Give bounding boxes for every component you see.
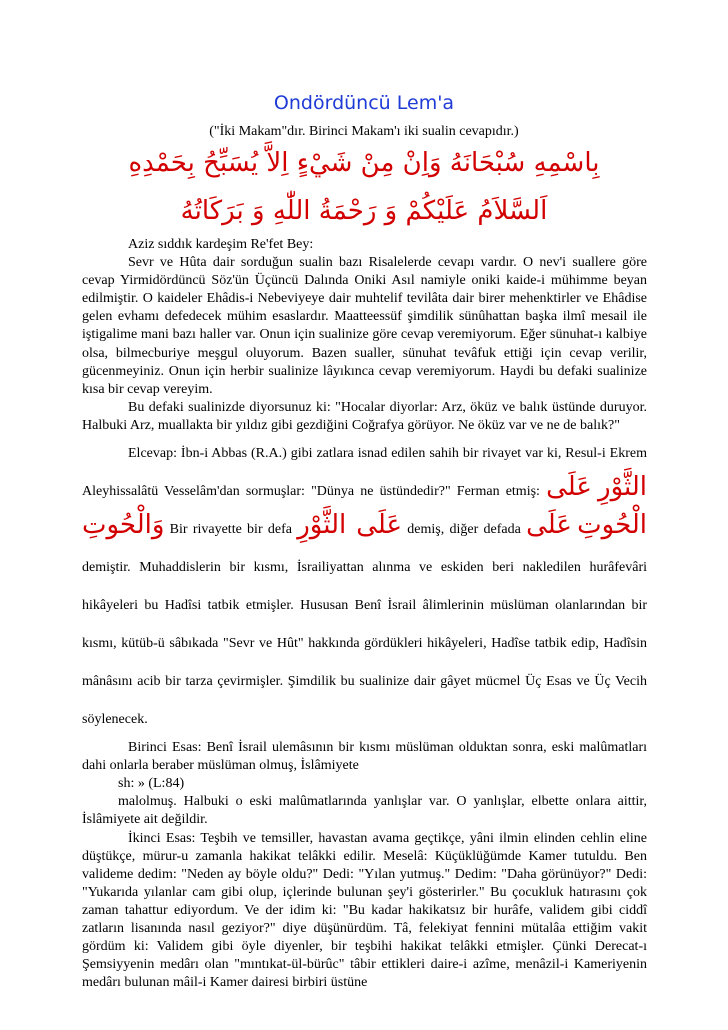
- arabic-hut: الْحُوتِ: [577, 510, 648, 541]
- paragraph-greeting: Aziz sıddık kardeşim Re'fet Bey:: [128, 237, 314, 252]
- answer-text-rest: demiştir. Muhaddislerin bir kısmı, İsrailiyattan alınma ve eskiden beri nakledilen hurâfevâri hikâyeleri bu Hadîsi tatbik etmişler. Hususan Benî İsrail âlimlerinin müslüman olanlarından bir kısmı, kütüb-ü sâbıkada "Sevr ve Hût" hakkında gördükleri hikâyeleri, Hadîse tatbik edip, Hadîsin mânâsını acib bir tarza çevirmişler. Şimdilik bu sualinize dair gâyet mücmel Üç Esas ve Üç Vecih söylenecek.: [82, 560, 647, 728]
- paragraph-second-principle: İkinci Esas: Teşbih ve temsiller, havastan avama geçtikçe, yâni ilmin elinden cehlin eline düştükçe, mürur-u zamanla hakikat telâkki edilir. Meselâ: Küçüklüğümde Kamer tutuldu. Ben valideme dedim: "Neden ay böyle oldu?" Dedi: "Yılan yutmuş." Dedim: "Daha görünüyor?" Dedi: "Yukarıda yılanlar cam gibi olup, içlerinde bulunan şey'i gösterirler." Bu çocukluk hatırasını çok zaman tahattur ediyordum. Ve der idim ki: "Bu kadar hakikatsız bir hurâfe, validem gibi ciddî zatların lisanında nasıl geziyor?" diye düşünürdüm. Tâ, felekiyat fennini mütalâa ettiğim vakit gördüm ki: Validem gibi öyle diyenler, bir teşbihi hakikat telâkki etmişler. Çünki Derecat-ı Şemsiyyenin medârı olan "mıntıkat-ül-bürûc" tâbir ettikleri daire-i azîme, menâzil-i Kameriyenin medârı bulunan mâil-i Kamer dairesi birbiri üstüne: [82, 830, 647, 991]
- arabic-ala-sevr: عَلَى الثَّوْرِ: [297, 510, 403, 541]
- page-title: Ondördüncü Lem'a: [273, 92, 455, 114]
- arabic-ala: عَلَى: [546, 472, 592, 503]
- paragraph-first-principle: Birinci Esas: Benî İsrail ulemâsının bir kısmı müslüman olduktan sonra, eski malûmatları dahi onlarla beraber müslüman olmuş, İslâmiyete: [82, 740, 647, 774]
- arabic-sevr-hut: الثَّوْرِ وَالْحُوتِ: [82, 472, 647, 541]
- document-body: [82, 236, 647, 992]
- answer-text-demis: demiş, diğer defada: [407, 522, 521, 538]
- arabic-salutation-line: اَلسَّلاَمُ عَلَيْكُمْ وَ رَحْمَةُ اللّٰهِ وَ بَرَكَاتُهُ: [180, 196, 548, 226]
- paragraph-question: Bu defaki sualinizde diyorsunuz ki: "Hocalar diyorlar: Arz, öküz ve balık üstünde duruyor. Halbuki Arz, muallakta bir yıldız gibi gezdiğini Coğrafya görüyor. Ne öküz var ve ne de balık?": [82, 399, 647, 433]
- page-reference: sh: » (L:84): [118, 776, 185, 792]
- arabic-basmala-line: بِاسْمِهِ سُبْحَانَهُ وَاِنْ مِنْ شَيْءٍ اِلاَّ يُسَبِّحُ بِحَمْدِهِ: [128, 148, 600, 178]
- answer-text-start: Elcevap: İbn-i Abbas (R.A.) gibi zatlara isnad edilen sahih bir rivayet var ki, Resul-i Ekrem Aleyhissalâtü Vesselâm'dan sormuşlar: "Dünya ne üstündedir?" Ferman etmiş:: [82, 446, 647, 500]
- paragraph-first-principle-cont: malolmuş. Halbuki o eski malûmatlarında yanlışlar var. O yanlışlar, elbette onlara aittir, İslâmiyete ait değildir.: [82, 794, 647, 828]
- page-subtitle: ("İki Makam"dır. Birinci Makam'ı iki sualin cevapıdır.): [209, 124, 519, 139]
- arabic-ala-2: عَلَى: [526, 510, 572, 541]
- paragraph-intro: Sevr ve Hûta dair sorduğun sualin bazı Risalelerde cevapı vardır. O nev'i suallere göre cevap Yirmidördüncü Söz'ün Üçüncü Dalında Oniki Asıl namiyle oniki kaide-i mühimme beyan edilmiştir. O kaideler Ehâdis-i Nebeviyeye dair muhtelif tevilâta dair birer mehenktirler ve Ehâdise gelen evhamı defedecek mühim esaslardır. Maatteessüf şimdilik sünûhattan başka ilmî mesail ile iştigalime mani bazı haller var. Onun için sualinize göre cevap veremiyorum. Eğer sünuhat-ı kalbiye olsa, bilmecburiye meşgul oluyorum. Bazen sualler, sünuhat tevâfuk ettiği için cevap verilir, gücenmeyiniz. Onun için herbir sualinize lâyıkınca cevap veremiyorum. Haydi bu defaki sualinize kısa bir cevap vereyim.: [82, 255, 647, 397]
- paragraph-answer: [82, 435, 647, 739]
- answer-text-riwayet: Bir rivayette bir defa: [169, 522, 292, 538]
